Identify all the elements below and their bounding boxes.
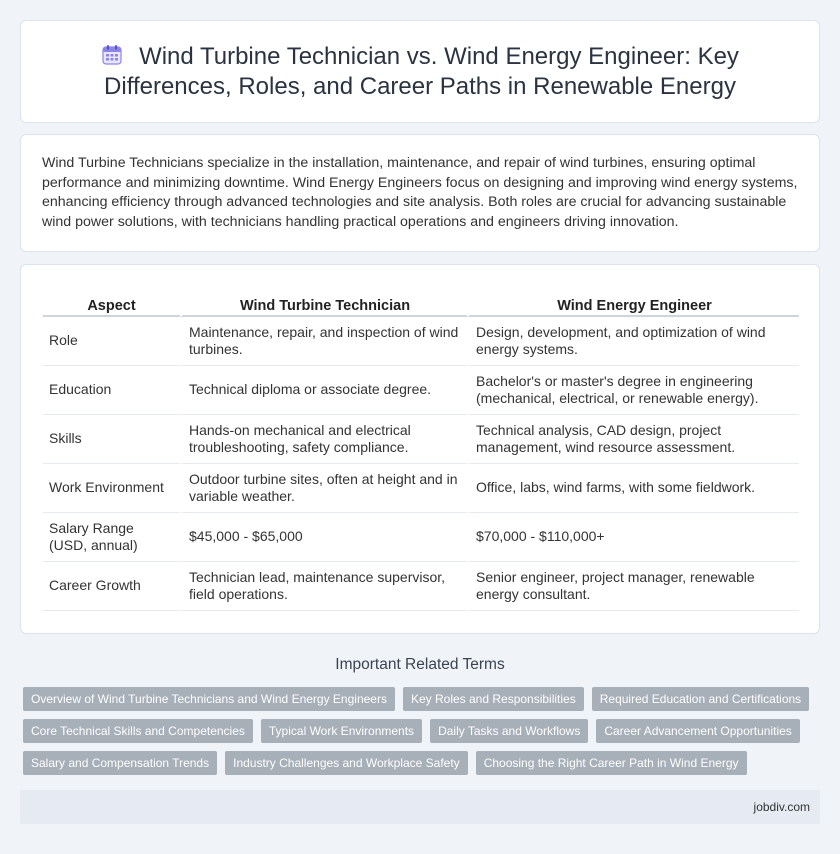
related-term-tag[interactable]: Core Technical Skills and Competencies (23, 719, 253, 743)
table-cell: Career Growth (43, 562, 180, 611)
table-row (43, 562, 799, 611)
related-term-tag[interactable]: Career Advancement Opportunities (596, 719, 799, 743)
related-term-tag[interactable]: Typical Work Environments (261, 719, 422, 743)
table-cell: $70,000 - $110,000+ (467, 513, 799, 562)
footer (20, 790, 820, 824)
related-term-tag[interactable]: Overview of Wind Turbine Technicians and Wind Energy Engineers (23, 687, 395, 711)
page-title (70, 42, 770, 102)
table-cell: Maintenance, repair, and inspection of wind turbines. (180, 317, 467, 366)
table-cell: Salary Range (USD, annual) (43, 513, 180, 562)
related-terms-tags (23, 687, 823, 775)
related-term-tag[interactable]: Key Roles and Responsibilities (403, 687, 584, 711)
table-cell: Technician lead, maintenance supervisor, field operations. (180, 562, 467, 611)
title-card (20, 20, 820, 123)
table-cell: Education (43, 366, 180, 415)
related-term-tag[interactable]: Daily Tasks and Workflows (430, 719, 588, 743)
table-row (43, 317, 799, 366)
table-cell: Skills (43, 415, 180, 464)
comparison-table (43, 287, 799, 611)
related-term-tag[interactable]: Choosing the Right Career Path in Wind Energy (476, 751, 747, 775)
table-cell: $45,000 - $65,000 (180, 513, 467, 562)
table-cell: Technical analysis, CAD design, project management, wind resource assessment. (467, 415, 799, 464)
table-header-row (43, 287, 799, 317)
intro-card (20, 134, 820, 252)
table-cell: Hands-on mechanical and electrical troubleshooting, safety compliance. (180, 415, 467, 464)
table-row (43, 366, 799, 415)
calendar-icon (101, 44, 123, 66)
table-row (43, 415, 799, 464)
table-cell: Technical diploma or associate degree. (180, 366, 467, 415)
table-cell: Outdoor turbine sites, often at height and in variable weather. (180, 464, 467, 513)
related-term-tag[interactable]: Industry Challenges and Workplace Safety (225, 751, 468, 775)
table-cell: Senior engineer, project manager, renewable energy consultant. (467, 562, 799, 611)
related-term-tag[interactable]: Salary and Compensation Trends (23, 751, 217, 775)
header-engineer: Wind Energy Engineer (467, 287, 799, 317)
header-aspect: Aspect (43, 287, 180, 317)
related-term-tag[interactable]: Required Education and Certifications (592, 687, 809, 711)
table-cell: Bachelor's or master's degree in engineering (mechanical, electrical, or renewable energy). (467, 366, 799, 415)
related-terms-heading: Important Related Terms (335, 656, 505, 673)
table-row (43, 513, 799, 562)
footer-site-link[interactable]: jobdiv.com (753, 800, 810, 814)
table-cell: Office, labs, wind farms, with some fieldwork. (467, 464, 799, 513)
table-row (43, 464, 799, 513)
table-cell: Work Environment (43, 464, 180, 513)
header-technician: Wind Turbine Technician (180, 287, 467, 317)
intro-text: Wind Turbine Technicians specialize in the installation, maintenance, and repair of wind turbines, ensuring optimal performance and minimizing downtime. Wind Energy Engineers focus on designing and improving wind energy systems, enhancing efficiency through advanced technologies and site analysis. Both roles are crucial for advancing sustainable wind power solutions, with technicians handling practical operations and engineers driving innovation. (42, 155, 798, 230)
table-cell: Role (43, 317, 180, 366)
page-title-text: Wind Turbine Technician vs. Wind Energy Engineer: Key Differences, Roles, and Career Paths in Renewable Energy (104, 42, 739, 100)
comparison-table-card (20, 264, 820, 634)
table-cell: Design, development, and optimization of wind energy systems. (467, 317, 799, 366)
